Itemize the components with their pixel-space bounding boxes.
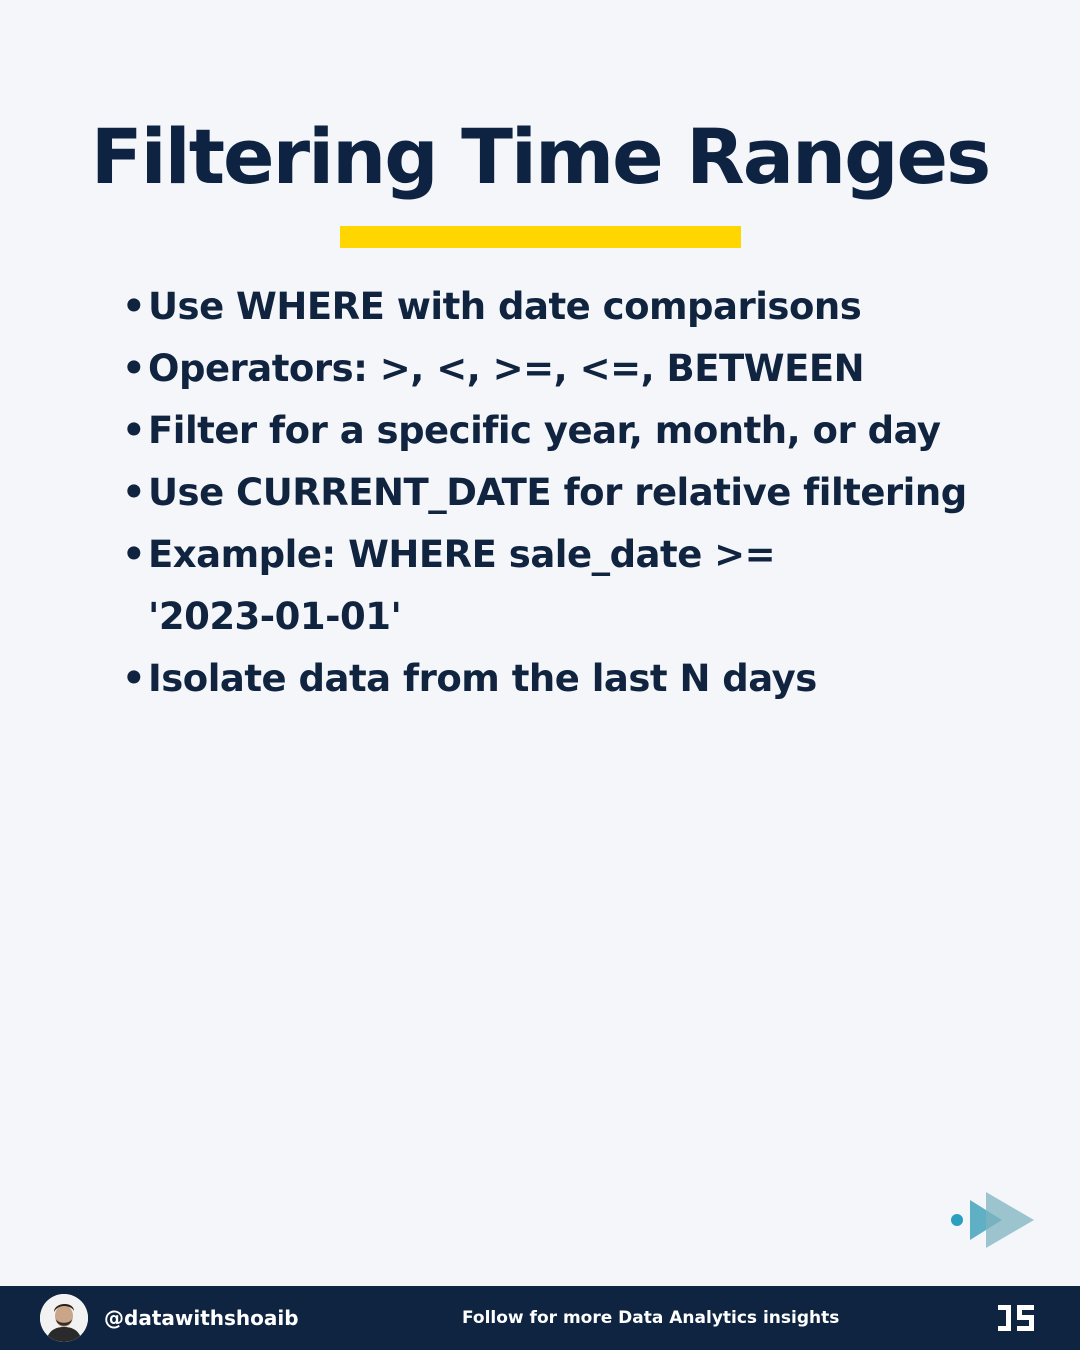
bullet-text: Use WHERE with date comparisons bbox=[148, 285, 862, 328]
bullet-item bbox=[122, 400, 1022, 462]
profile-avatar bbox=[40, 1294, 88, 1342]
title-underline bbox=[340, 226, 741, 248]
bullet-text: Operators: >, <, >=, <=, BETWEEN bbox=[148, 347, 865, 390]
bullet-item bbox=[122, 276, 1022, 338]
bullet-dot: • bbox=[122, 409, 146, 452]
bullet-item bbox=[122, 462, 1022, 524]
bullet-dot: • bbox=[122, 347, 146, 390]
bullet-dot: • bbox=[122, 471, 146, 514]
bullet-list bbox=[122, 276, 1022, 710]
bullet-item bbox=[122, 648, 1022, 710]
next-arrow-icon[interactable] bbox=[946, 1190, 1038, 1250]
bullet-text: Isolate data from the last N days bbox=[148, 657, 817, 700]
bullet-item bbox=[122, 524, 782, 648]
bullet-dot: • bbox=[122, 285, 146, 328]
bullet-dot: • bbox=[122, 533, 146, 576]
bullet-text: Use CURRENT_DATE for relative filtering bbox=[148, 471, 967, 514]
bullet-text: Example: WHERE sale_date >= '2023-01-01' bbox=[148, 533, 776, 638]
bullet-item bbox=[122, 338, 1022, 400]
footer-bar bbox=[0, 1286, 1080, 1350]
footer-handle[interactable]: @datawithshoaib bbox=[104, 1306, 299, 1330]
ds-logo-icon bbox=[996, 1303, 1036, 1333]
bullet-dot: • bbox=[122, 657, 146, 700]
footer-cta: Follow for more Data Analytics insights bbox=[462, 1308, 840, 1328]
bullet-text: Filter for a specific year, month, or day bbox=[148, 409, 941, 452]
slide-title: Filtering Time Ranges bbox=[90, 112, 990, 201]
